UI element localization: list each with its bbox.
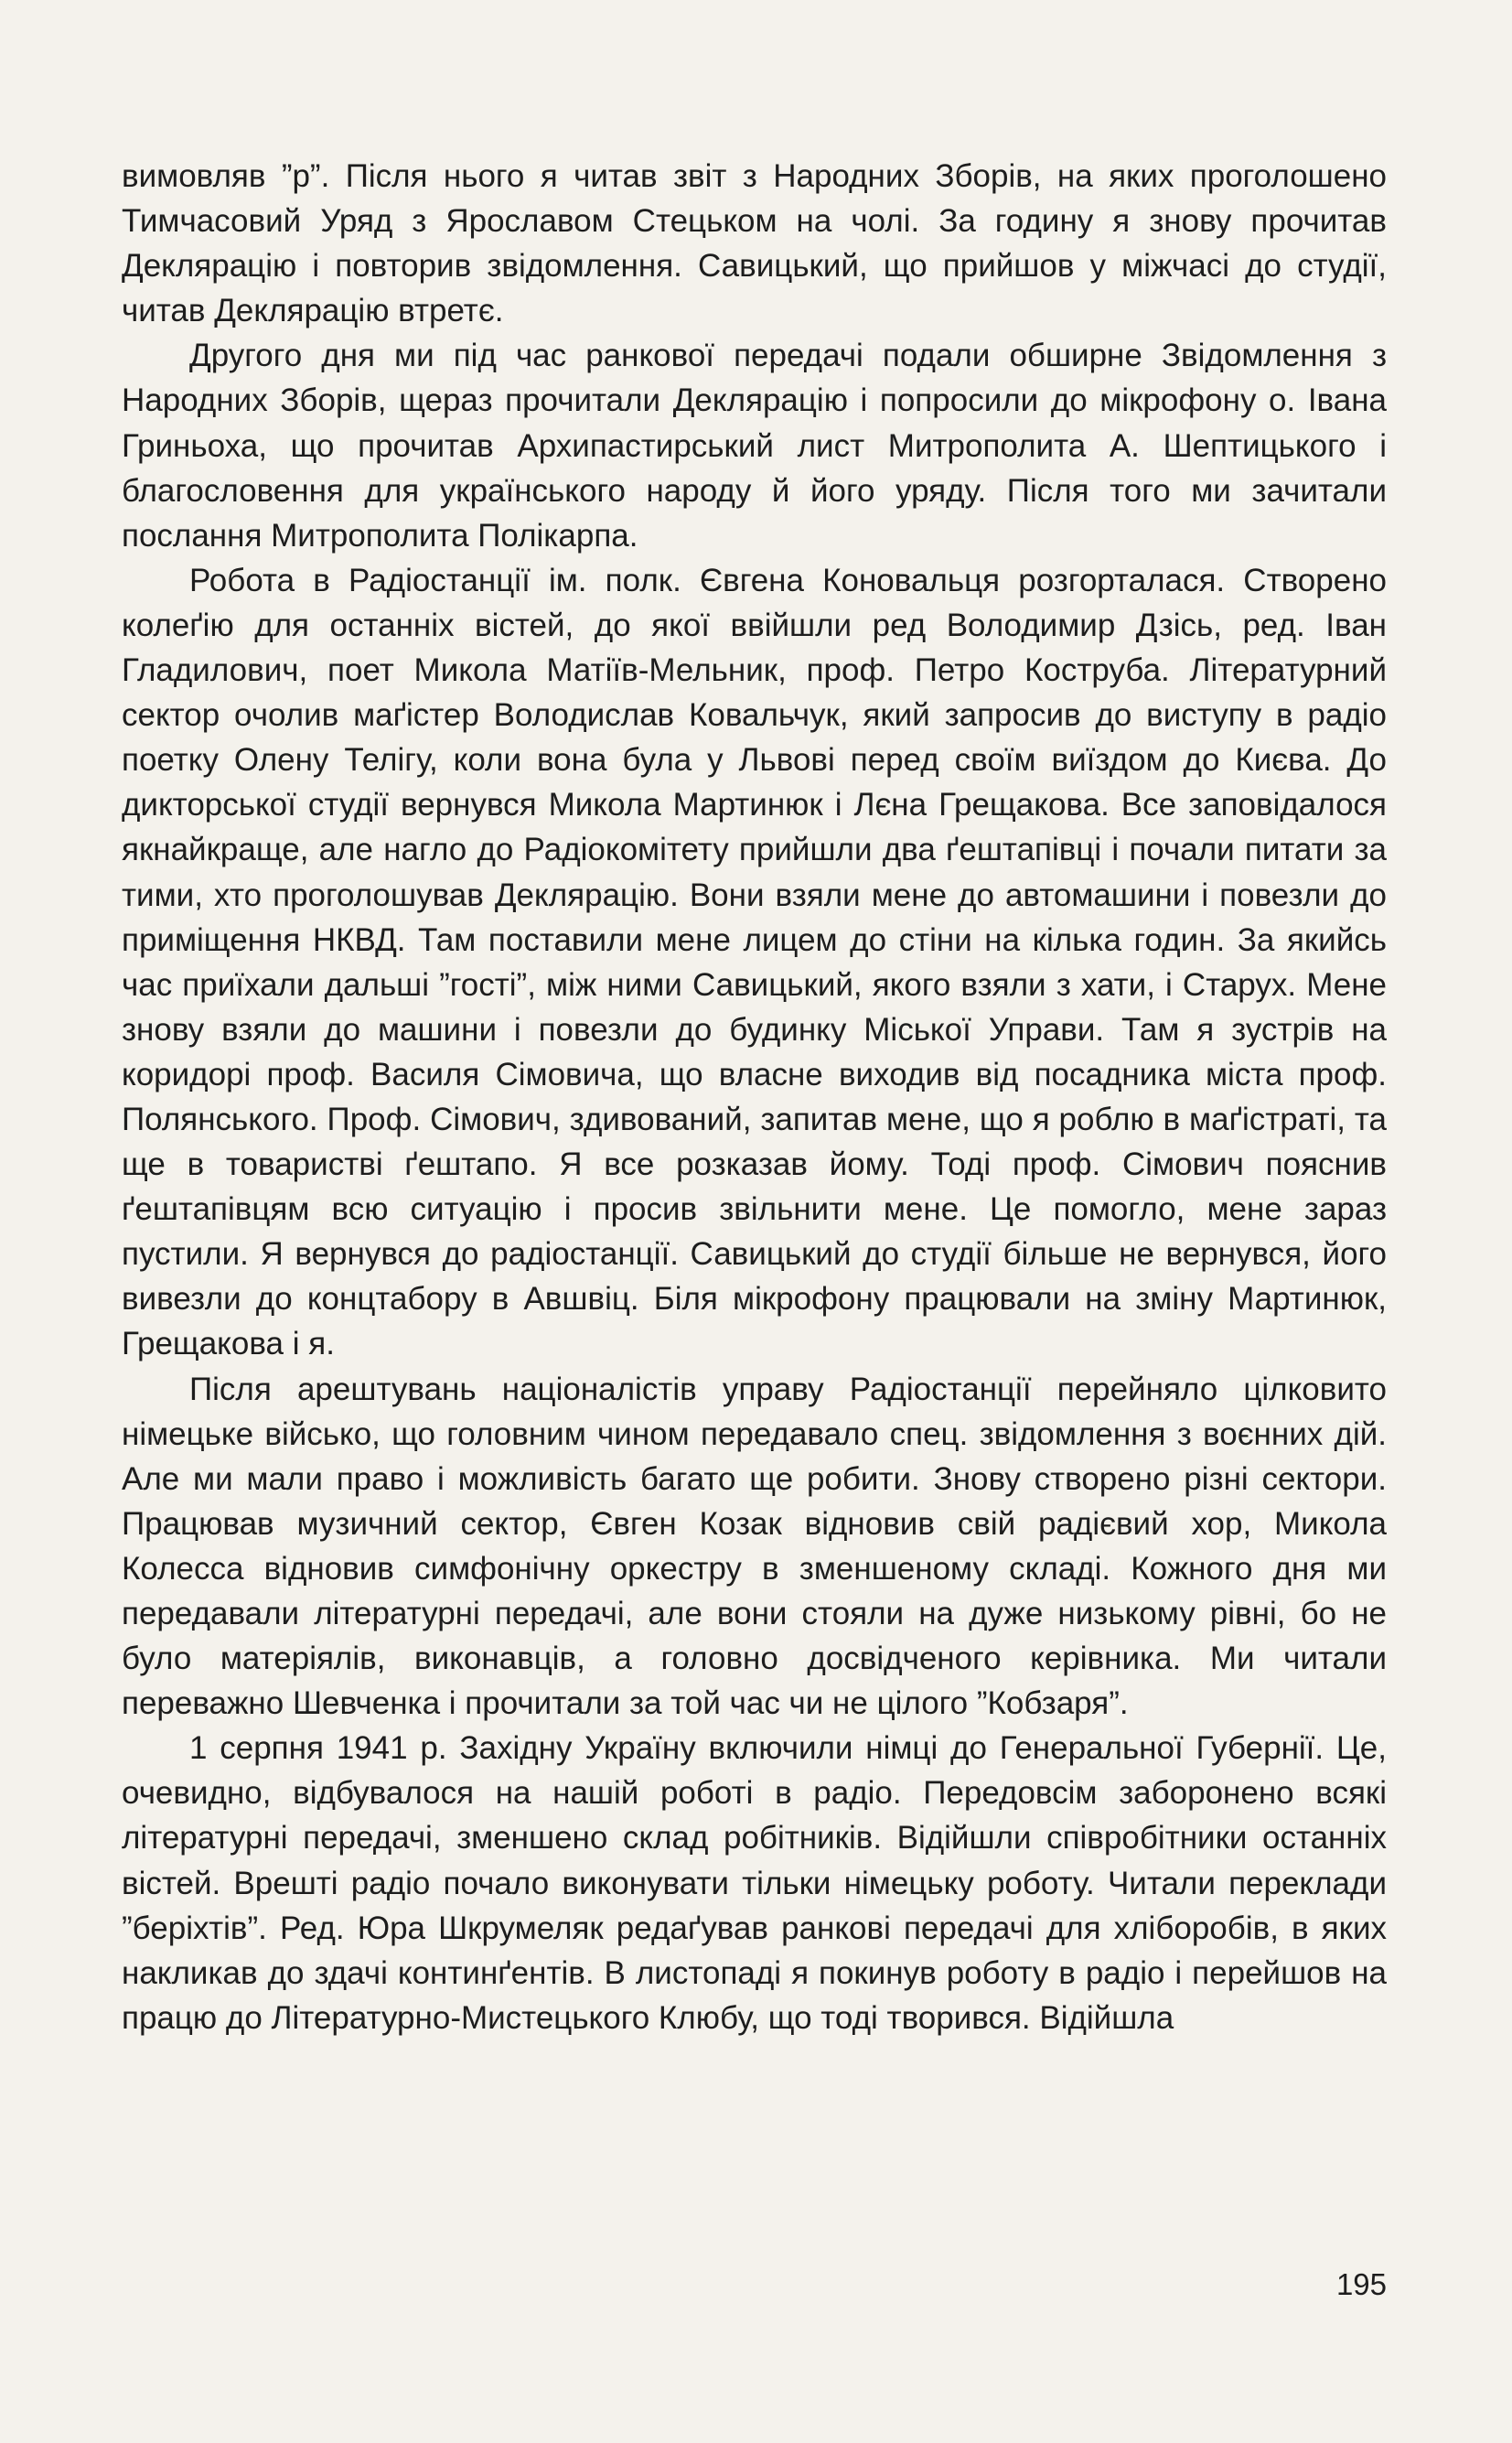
paragraph-3: Робота в Радіостанції ім. полк. Євгена Коновальця розгорталася. Створено колеґію для останніх вістей, до якої ввійшли ред Володимир Дзісь, ред. Іван Гладилович, поет Микола Матіїв-Мельник, проф. Петро Коструба. Літературний сектор очолив маґістер Володислав Ковальчук, який запросив до виступу в радіо поетку Олену Телігу, коли вона була у Львові перед своїм виїздом до Києва. До дикторської студії вернувся Микола Мартинюк і Лєна Грещакова. Все заповідалося якнайкраще, але нагло до Радіокомітету прийшли два ґештапівці і почали питати за тими, хто проголошував Деклярацію. Вони взяли мене до автомашини і повезли до приміщення НКВД. Там поставили мене лицем до стіни на кілька годин. За якийсь час приїхали дальші ”гості”, між ними Савицький, якого взяли з хати, і Старух. Мене знову взяли до машини і повезли до будинку Міської Управи. Там я зустрів на коридорі проф. Василя Сімовича, що власне виходив від посадника міста проф. Полянського. Проф. Сімович, здивований, запитав мене, що я роблю в маґістраті, та ще в товаристві ґештапо. Я все розказав йому. Тоді проф. Сімович пояснив ґештапівцям всю ситуацію і просив звільнити мене. Це помогло, мене зараз пустили. Я вернувся до радіостанції. Савицький до студії більше не вернувся, його вивезли до концтабору в Авшвіц. Біля мікрофону працювали на зміну Мартинюк, Грещакова і я. <box>122 562 1387 1362</box>
paragraph-2: Другого дня ми під час ранкової передачі подали обширне Звідомлення з Народних Зборів, щераз прочитали Деклярацію і попросили до мікрофону о. Івана Гриньоха, що прочитав Архипастирський лист Митрополита А. Шептицького і благословення для українського народу й його уряду. Після того ми зачитали послання Митрополита Полікарпа. <box>122 338 1387 554</box>
paragraph-5: 1 серпня 1941 р. Західну Україну включили німці до Генеральної Губернії. Це, очевидно, відбувалося на нашій роботі в радіо. Передовсім заборонено всякі літературні передачі, зменшено склад робітників. Відійшли співробітники останніх вістей. Врешті радіо почало виконувати тільки німецьку роботу. Читали переклади ”беріхтів”. Ред. Юра Шкрумеляк редаґував ранкові передачі для хліборобів, в яких накликав до здачі континґентів. В листопаді я покинув роботу в радіо і перейшов на працю до Літературно-Мистецького Клюбу, що тоді творився. Відійшла <box>122 1730 1387 2036</box>
body-text <box>122 154 1387 2040</box>
page-number: 195 <box>1335 2267 1387 2301</box>
paragraph-1: вимовляв ”р”. Після нього я читав звіт з Народних Зборів, на яких проголошено Тимчасовий Уряд з Ярославом Стецьком на чолі. За годину я знову прочитав Деклярацію і повторив звідомлення. Савицький, що прийшов у міжчасі до студії, читав Деклярацію втретє. <box>122 158 1387 329</box>
paragraph-4: Після арештувань націоналістів управу Радіостанції перейняло цілковито німецьке військо, що головним чином передавало спец. звідомлення з воєнних дій. Але ми мали право і можливість багато ще робити. Знову створено різні сектори. Працював музичний сектор, Євген Козак відновив свій радієвий хор, Микола Колесса відновив симфонічну оркестру в зменшеному складі. Кожного дня ми передавали літературні передачі, але вони стояли на дуже низькому рівні, бо не було матеріялів, виконавців, а головно досвідченого керівника. Ми читали переважно Шевченка і прочитали за той час чи не цілого ”Кобзаря”. <box>122 1371 1387 1722</box>
